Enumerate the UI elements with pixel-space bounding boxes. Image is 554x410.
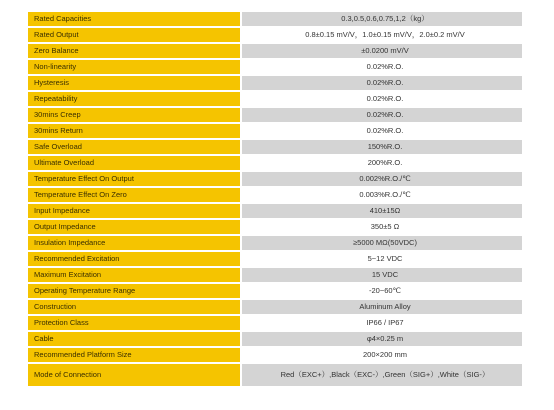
spec-value: 0.02%R.O. xyxy=(242,124,522,138)
spec-value: 200%R.O. xyxy=(242,156,522,170)
spec-label: Recommended Excitation xyxy=(28,252,240,266)
spec-label: Zero Balance xyxy=(28,44,240,58)
spec-label: Construction xyxy=(28,300,240,314)
spec-value: IP66 / IP67 xyxy=(242,316,522,330)
spec-label: Hysteresis xyxy=(28,76,240,90)
spec-label: Insulation Impedance xyxy=(28,236,240,250)
table-row xyxy=(28,28,522,42)
spec-label: Recommended Platform Size xyxy=(28,348,240,362)
spec-value: 410±15Ω xyxy=(242,204,522,218)
spec-value: ≥5000 MΩ(50VDC) xyxy=(242,236,522,250)
table-row xyxy=(28,332,522,346)
spec-label: Output Impedance xyxy=(28,220,240,234)
spec-label: Input Impedance xyxy=(28,204,240,218)
table-row xyxy=(28,364,522,386)
table-row xyxy=(28,12,522,26)
spec-label: Maximum Excitation xyxy=(28,268,240,282)
spec-value: 0.002%R.O./℃ xyxy=(242,172,522,186)
spec-label: Mode of Connection xyxy=(28,364,240,386)
spec-value: 200×200 mm xyxy=(242,348,522,362)
spec-value: 350±5 Ω xyxy=(242,220,522,234)
spec-value: 0.02%R.O. xyxy=(242,108,522,122)
spec-sheet xyxy=(26,10,522,401)
spec-label: Repeatability xyxy=(28,92,240,106)
table-row xyxy=(28,108,522,122)
table-row xyxy=(28,188,522,202)
table-row xyxy=(28,348,522,362)
table-row xyxy=(28,172,522,186)
spec-value: -20~60℃ xyxy=(242,284,522,298)
spec-label: Temperature Effect On Output xyxy=(28,172,240,186)
table-row xyxy=(28,300,522,314)
spec-label: Non-linearity xyxy=(28,60,240,74)
spec-label: Ultimate Overload xyxy=(28,156,240,170)
table-row xyxy=(28,44,522,58)
spec-value: 5~12 VDC xyxy=(242,252,522,266)
table-row xyxy=(28,316,522,330)
table-row xyxy=(28,140,522,154)
spec-label: Temperature Effect On Zero xyxy=(28,188,240,202)
table-row xyxy=(28,204,522,218)
spec-label: Rated Output xyxy=(28,28,240,42)
spec-value: 150%R.O. xyxy=(242,140,522,154)
spec-label: 30mins Creep xyxy=(28,108,240,122)
table-row xyxy=(28,156,522,170)
spec-value: ±0.0200 mV/V xyxy=(242,44,522,58)
table-row xyxy=(28,92,522,106)
table-row xyxy=(28,76,522,90)
spec-value: 0.02%R.O. xyxy=(242,60,522,74)
spec-value: 0.02%R.O. xyxy=(242,92,522,106)
spec-label: Rated Capacities xyxy=(28,12,240,26)
table-row xyxy=(28,124,522,138)
spec-label: Protection Class xyxy=(28,316,240,330)
spec-value: Red（EXC+）,Black（EXC-）,Green（SIG+）,White（SIG-） xyxy=(242,364,522,386)
table-row xyxy=(28,284,522,298)
spec-value: 15 VDC xyxy=(242,268,522,282)
spec-value: 0.8±0.15 mV/V，1.0±0.15 mV/V，2.0±0.2 mV/V xyxy=(242,28,522,42)
spec-label: 30mins Return xyxy=(28,124,240,138)
spec-label: Operating Temperature Range xyxy=(28,284,240,298)
spec-label: Safe Overload xyxy=(28,140,240,154)
spec-label: Cable xyxy=(28,332,240,346)
spec-value: 0.003%R.O./℃ xyxy=(242,188,522,202)
spec-value: Aluminum Alloy xyxy=(242,300,522,314)
table-row xyxy=(28,252,522,266)
spec-value: φ4×0.25 m xyxy=(242,332,522,346)
table-row xyxy=(28,60,522,74)
spec-value: 0.3,0.5,0.6,0.75,1,2（kg） xyxy=(242,12,522,26)
spec-table xyxy=(26,10,524,388)
spec-value: 0.02%R.O. xyxy=(242,76,522,90)
table-row xyxy=(28,220,522,234)
table-row xyxy=(28,236,522,250)
table-row xyxy=(28,268,522,282)
